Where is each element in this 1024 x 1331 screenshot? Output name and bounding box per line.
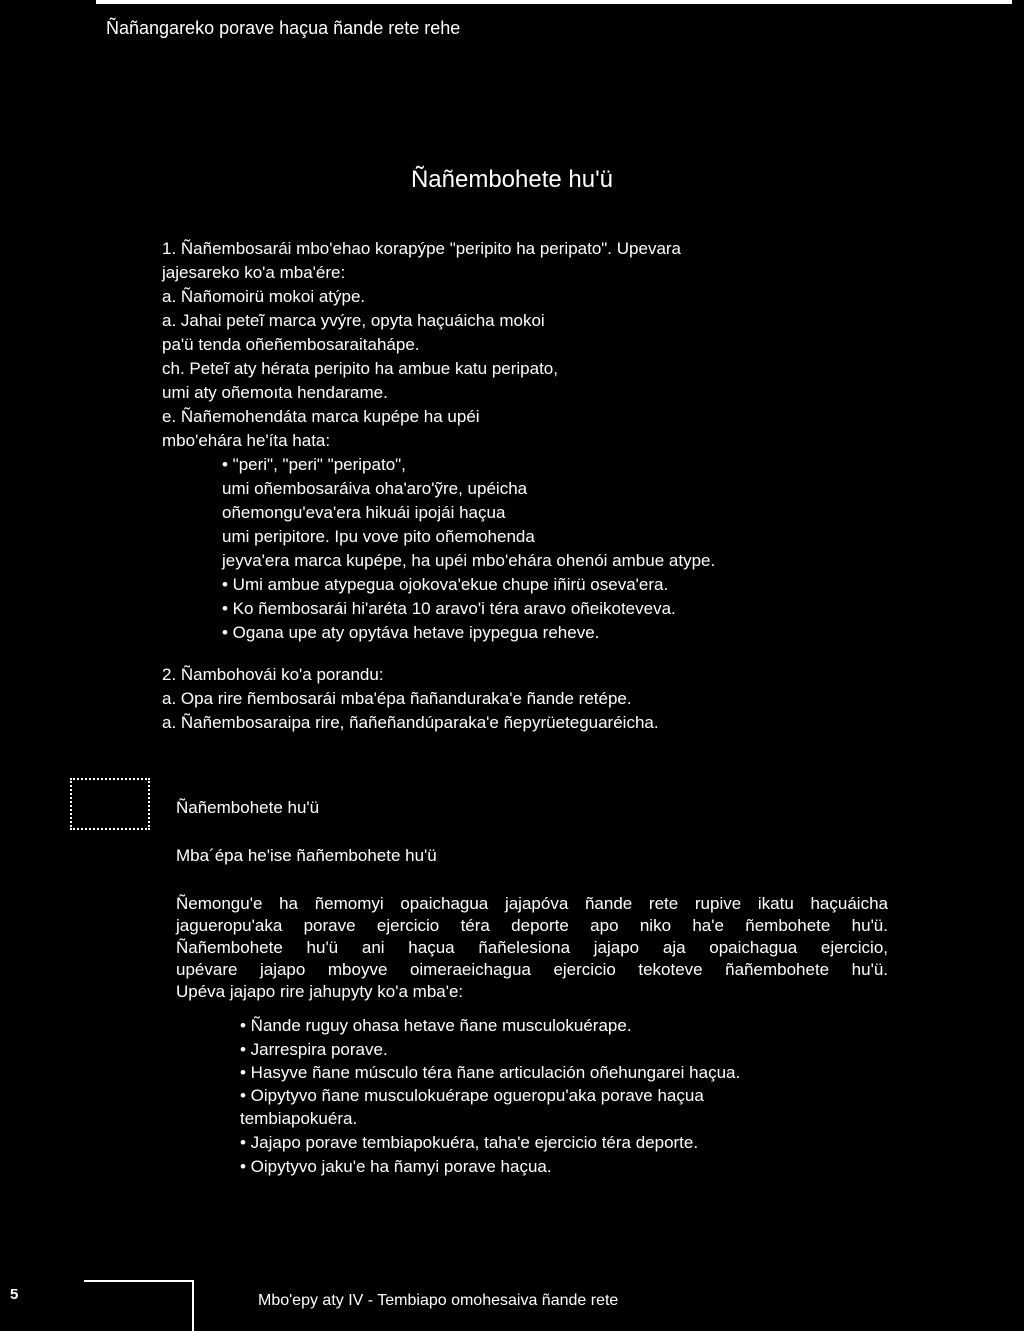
activity-indented-line: • Ogana upe aty opytáva hetave ipypegua reheve. bbox=[222, 623, 600, 642]
paragraph-line: Ñemongu'e ha ñemomyi opaichagua jajapóva ñande rete rupive ikatu haçuáicha bbox=[176, 894, 888, 913]
benefit-bullet: • Oipytyvo ñane musculokuérape ogueropu'aka porave haçua bbox=[240, 1086, 704, 1105]
activity-line: 1. Ñañembosarái mbo'ehao korapýpe "peripito ha peripato". Upevara bbox=[162, 239, 682, 258]
section-subtitle: Mba´épa he'ise ñañembohete hu'ü bbox=[176, 846, 437, 865]
activity-indented-line: oñemongu'eva'era hikuái ipojái haçua bbox=[222, 503, 506, 522]
paragraph-line: Upéva jajapo rire jahupyty ko'a mba'e: bbox=[176, 982, 464, 1001]
running-footer: Mbo'epy aty IV - Tembiapo omohesaiva ñande rete bbox=[258, 1292, 619, 1309]
question-line: 2. Ñambohovái ko'a porandu: bbox=[162, 665, 384, 684]
benefit-bullet: • Oipytyvo jaku'e ha ñamyi porave haçua. bbox=[240, 1157, 552, 1176]
activity-indented-line: • "peri", "peri" "peripato", bbox=[222, 455, 406, 474]
activity-line: mbo'ehára he'íta hata: bbox=[162, 431, 331, 450]
activity-line: ch. Peteĩ aty hérata peripito ha ambue katu peripato, bbox=[162, 359, 558, 378]
activity-indented-line: • Ko ñembosarái hi'aréta 10 aravo'i téra aravo oñeikoteveva. bbox=[222, 599, 676, 618]
question-line: a. Ñañembosaraipa rire, ñañeñandúparaka'e ñepyrüeteguaréicha. bbox=[162, 713, 659, 732]
top-rule bbox=[96, 0, 1012, 4]
activity-line: jajesareko ko'a mba'ére: bbox=[162, 263, 346, 282]
definition-paragraph bbox=[176, 893, 888, 1003]
benefit-bullet: • Ñande ruguy ohasa hetave ñane musculokuérape. bbox=[240, 1016, 632, 1035]
activity-line: a. Ñañomoirü mokoi atýpe. bbox=[162, 287, 366, 306]
benefit-bullet: • Hasyve ñane músculo téra ñane articulación oñehungarei haçua. bbox=[240, 1063, 741, 1082]
activity-line: e. Ñañemohendáta marca kupépe ha upéi bbox=[162, 407, 480, 426]
activity-line: umi aty oñemoıta hendarame. bbox=[162, 383, 388, 402]
paragraph-line: upévare jajapo mboyve oimeraeichagua ejercicio tekoteve ñañembohete hu'ü. bbox=[176, 960, 888, 979]
benefit-bullet: tembiapokuéra. bbox=[240, 1109, 358, 1128]
dotted-box bbox=[70, 778, 150, 830]
paragraph-line: Ñañembohete hu'ü ani haçua ñañelesiona jajapo aja opaichagua ejercicio, bbox=[176, 938, 888, 957]
activity-line: a. Jahai peteĩ marca yvýre, opyta haçuáicha mokoi bbox=[162, 311, 545, 330]
footer-rule bbox=[84, 1280, 194, 1282]
footer-rule-vertical bbox=[192, 1280, 194, 1331]
activity-indented-line: umi peripitore. Ipu vove pito oñemohenda bbox=[222, 527, 535, 546]
paragraph-line: jagueropu'aka porave ejercicio téra deporte apo niko ha'e ñembohete hu'ü. bbox=[176, 916, 888, 935]
page-title: Ñañembohete hu'ü bbox=[410, 166, 614, 193]
benefit-bullet: • Jarrespira porave. bbox=[240, 1040, 388, 1059]
benefit-bullet: • Jajapo porave tembiapokuéra, taha'e ejercicio téra deporte. bbox=[240, 1133, 699, 1152]
activity-indented-line: • Umi ambue atypegua ojokova'ekue chupe iñirü oseva'era. bbox=[222, 575, 669, 594]
activity-indented-line: umi oñembosaráiva oha'aro'ỹre, upéicha bbox=[222, 479, 528, 498]
page-number: 5 bbox=[10, 1286, 19, 1303]
section-title: Ñañembohete hu'ü bbox=[176, 798, 320, 817]
running-header: Ñañangareko porave haçua ñande rete rehe bbox=[106, 18, 461, 38]
activity-line: pa'ü tenda oñeñembosaraitahápe. bbox=[162, 335, 420, 354]
activity-indented-line: jeyva'era marca kupépe, ha upéi mbo'ehára ohenói ambue atype. bbox=[222, 551, 716, 570]
question-line: a. Opa rire ñembosarái mba'épa ñañanduraka'e ñande retépe. bbox=[162, 689, 632, 708]
